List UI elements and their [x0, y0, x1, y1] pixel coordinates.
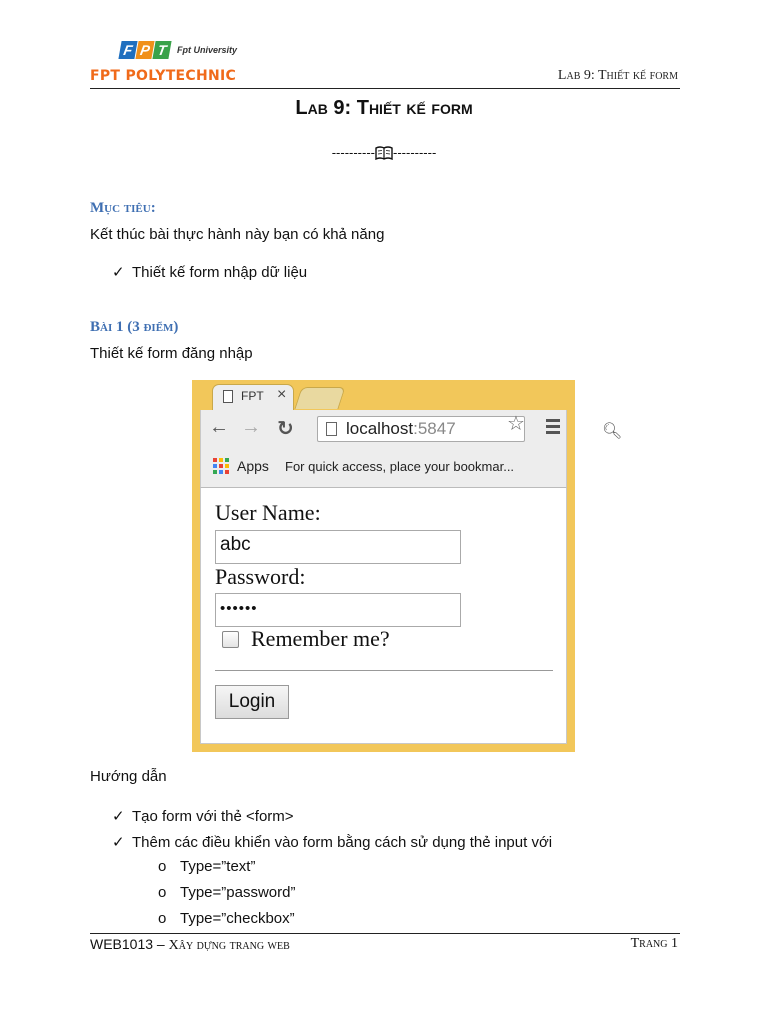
remember-checkbox[interactable] — [222, 631, 239, 648]
bookmarks-hint: For quick access, place your bookmar... — [285, 459, 515, 474]
course-name: Xây dựng trang web — [168, 938, 290, 953]
objective-item — [112, 263, 307, 281]
apps-grid-icon[interactable] — [213, 458, 229, 474]
input-type-item — [158, 884, 295, 901]
reload-icon[interactable]: ↻ — [277, 418, 294, 440]
page-icon — [326, 422, 337, 436]
objective-item-text: Thiết kế form nhập dữ liệu — [132, 263, 308, 281]
guide-heading: Hướng dẫn — [90, 768, 167, 785]
guide-step-text: Thêm các điều khiển vào form bằng cách sử dụng thẻ input với — [132, 833, 553, 851]
header-lab-title: Lab 9: Thiết kế form — [557, 68, 678, 83]
circle-bullet-icon: o — [158, 884, 167, 901]
login-form — [200, 488, 567, 744]
menu-icon[interactable] — [546, 419, 560, 437]
address-host: localhost — [346, 419, 414, 438]
page-number: Trang 1 — [630, 936, 678, 951]
footer-rule — [90, 933, 680, 934]
bookmarks-bar — [200, 448, 567, 488]
page-title: Lab 9: Thiết kế form — [295, 97, 473, 119]
objective-heading: Mục tiêu: — [90, 200, 156, 216]
footer-course — [90, 936, 290, 954]
star-icon[interactable]: ☆ — [507, 413, 525, 435]
header-rule — [90, 88, 680, 89]
username-label: User Name: — [215, 500, 321, 525]
logo-letter-f: F — [118, 41, 137, 59]
divider-left: ---------- — [331, 145, 375, 160]
circle-bullet-icon: o — [158, 858, 167, 875]
logo-subtitle: Fpt University — [177, 45, 238, 55]
username-input[interactable]: abc — [215, 530, 461, 564]
close-icon[interactable]: × — [277, 386, 287, 403]
logo-letter-p: P — [135, 41, 154, 59]
guide-step — [112, 833, 552, 851]
password-label: Password: — [215, 564, 306, 589]
exercise-description: Thiết kế form đăng nhập — [90, 345, 253, 362]
login-button[interactable]: Login — [215, 685, 289, 719]
circle-bullet-icon: o — [158, 910, 167, 927]
exercise-heading: Bài 1 (3 điểm) — [90, 319, 179, 335]
checkmark-icon: ✓ — [112, 264, 125, 281]
zoom-icon[interactable]: 🔍︎ — [602, 423, 623, 440]
course-code: WEB1013 — [90, 936, 154, 952]
input-type-item — [158, 858, 255, 875]
checkmark-icon: ✓ — [112, 808, 125, 825]
address-bar[interactable] — [317, 416, 623, 442]
browser-screenshot — [192, 380, 623, 752]
guide-step-text: Tạo form với thẻ <form> — [132, 807, 294, 825]
tab-title: FPT — [241, 389, 264, 403]
password-input[interactable]: •••••• — [215, 593, 461, 627]
title-divider — [0, 145, 768, 160]
remember-label: Remember me? — [251, 626, 390, 651]
forward-arrow-icon[interactable]: → — [241, 416, 261, 438]
input-type-item — [158, 910, 295, 927]
fpt-logo — [120, 36, 237, 64]
checkmark-icon: ✓ — [112, 834, 125, 851]
input-type-text: Type=”checkbox” — [180, 910, 295, 927]
brand-name: FPT POLYTECHNIC — [90, 68, 237, 84]
browser-tab[interactable] — [212, 384, 294, 410]
address-port: :5847 — [413, 419, 456, 438]
address-text — [346, 419, 456, 439]
new-tab-button[interactable] — [294, 387, 345, 409]
footer-dash: – — [153, 936, 169, 952]
open-book-icon — [375, 145, 393, 160]
input-type-text: Type=”password” — [180, 884, 296, 901]
objective-intro: Kết thúc bài thực hành này bạn có khả năng — [90, 226, 385, 243]
input-type-text: Type=”text” — [180, 858, 256, 875]
form-separator — [215, 670, 553, 671]
browser-toolbar — [200, 410, 623, 448]
back-arrow-icon[interactable]: ← — [209, 416, 229, 438]
divider-right: ---------- — [393, 145, 437, 160]
guide-step — [112, 807, 294, 825]
page-icon — [223, 390, 233, 403]
apps-link[interactable]: Apps — [237, 458, 269, 474]
logo-letter-t: T — [152, 41, 171, 59]
